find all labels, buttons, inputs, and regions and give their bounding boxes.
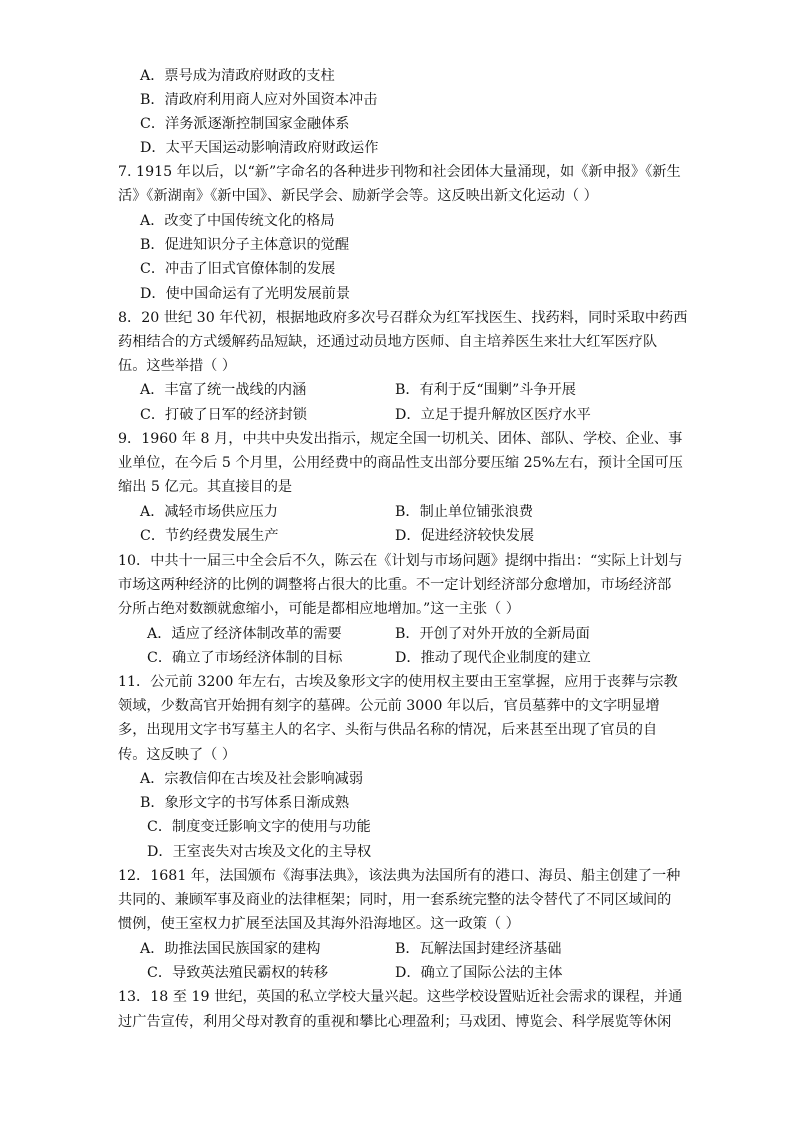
q7-stem-line-2: 活》《新湖南》《新中国》、新民学会、励新学会等。这反映出新文化运动（ ） bbox=[118, 188, 598, 204]
q7-stem-line-1: 7. 1915 年以后，以“新”字命名的各种进步刊物和社会团体大量涌现，如《新申报》《新生 bbox=[118, 164, 681, 180]
q11-option-a: A．宗教信仰在古埃及社会影响减弱 bbox=[140, 771, 364, 787]
q10-option-a: A．适应了经济体制改革的需要 bbox=[147, 626, 342, 642]
q11-option-b: B．象形文字的书写体系日渐成熟 bbox=[140, 795, 350, 811]
q9-option-a: A．减轻市场供应压力 bbox=[140, 504, 278, 520]
q11-stem-line-4: 传。这反映了（ ） bbox=[118, 747, 237, 763]
q6-option-c: C．洋务派逐渐控制国家金融体系 bbox=[140, 116, 350, 132]
q13-stem-line-1: 13．18 至 19 世纪，英国的私立学校大量兴起。这些学校设置贴近社会需求的课程，并通 bbox=[118, 989, 683, 1005]
q12-stem-line-3: 惯例，使王室权力扩展至法国及其海外沿海地区。这一政策（ ） bbox=[118, 916, 520, 932]
q8-option-b: B．有利于反“围剿”斗争开展 bbox=[395, 382, 576, 398]
q11-stem-line-1: 11．公元前 3200 年左右，古埃及象形文字的使用权主要由王室掌握，应用于丧葬与宗教 bbox=[118, 674, 678, 690]
q11-stem-line-2: 领域，少数高官开始拥有刻字的墓碑。公元前 3000 年以后，官员墓葬中的文字明显增 bbox=[118, 698, 660, 714]
q6-option-b: B．清政府利用商人应对外国资本冲击 bbox=[140, 92, 378, 108]
q10-stem-line-3: 分所占绝对数额就愈缩小，可能是都相应地增加。”这一主张（ ） bbox=[118, 601, 520, 617]
q10-stem-line-2: 市场这两种经济的比例的调整将占很大的比重。不一定计划经济部分愈增加，市场经济部 bbox=[118, 577, 672, 593]
q13-stem-line-2: 过广告宣传，利用父母对教育的重视和攀比心理盈利；马戏团、博览会、科学展览等休闲 bbox=[118, 1014, 672, 1030]
q8-stem-line-1: 8．20 世纪 30 年代初，根据地政府多次号召群众为红军找医生、找药料，同时采取中药西 bbox=[118, 310, 688, 326]
q9-stem-line-1: 9．1960 年 8 月，中共中央发出指示，规定全国一切机关、团体、部队、学校、企业、事 bbox=[118, 431, 683, 447]
q12-option-b: B．瓦解法国封建经济基础 bbox=[395, 941, 562, 957]
q10-stem-line-1: 10．中共十一届三中全会后不久，陈云在《计划与市场问题》提纲中指出：“实际上计划与 bbox=[118, 553, 683, 569]
q10-option-d: D．推动了现代企业制度的建立 bbox=[395, 650, 591, 666]
q12-stem-line-1: 12．1681 年，法国颁布《海事法典》，该法典为法国所有的港口、海员、船主创建了一种 bbox=[118, 868, 681, 884]
q8-stem-line-2: 药相结合的方式缓解药品短缺，还通过动员地方医师、自主培养医生来壮大红军医疗队 bbox=[118, 334, 658, 350]
q11-option-c: C．制度变迁影响文字的使用与功能 bbox=[147, 819, 371, 835]
q9-stem-line-3: 缩出 5 亿元。其直接目的是 bbox=[118, 479, 293, 495]
q10-option-c: C．确立了市场经济体制的目标 bbox=[147, 650, 343, 666]
q7-option-c: C．冲击了旧式官僚体制的发展 bbox=[140, 261, 336, 277]
q8-option-d: D．立足于提升解放区医疗水平 bbox=[395, 407, 591, 423]
q11-stem-line-3: 多，出现用文字书写墓主人的名字、头衔与供品名称的情况，后来甚至出现了官员的自 bbox=[118, 722, 658, 738]
q12-option-c: C．导致英法殖民霸权的转移 bbox=[147, 965, 329, 981]
q6-option-d: D．太平天国运动影响清政府财政运作 bbox=[140, 140, 379, 156]
q8-option-a: A．丰富了统一战线的内涵 bbox=[140, 382, 307, 398]
q8-option-c: C．打破了日军的经济封锁 bbox=[140, 407, 307, 423]
q6-option-a: A．票号成为清政府财政的支柱 bbox=[140, 68, 335, 84]
q8-stem-line-3: 伍。这些举措（ ） bbox=[118, 358, 237, 374]
q9-stem-line-2: 业单位，在今后 5 个月里，公用经费中的商品性支出部分要压缩 25%左右，预计全国可压 bbox=[118, 455, 683, 471]
q11-option-d: D．王室丧失对古埃及文化的主导权 bbox=[147, 844, 372, 860]
q12-option-a: A．助推法国民族国家的建构 bbox=[140, 941, 321, 957]
q7-option-b: B．促进知识分子主体意识的觉醒 bbox=[140, 237, 350, 253]
q9-option-d: D．促进经济较快发展 bbox=[395, 528, 535, 544]
q9-option-c: C．节约经费发展生产 bbox=[140, 528, 279, 544]
q7-option-d: D．使中国命运有了光明发展前景 bbox=[140, 286, 351, 302]
q9-option-b: B．制止单位铺张浪费 bbox=[395, 504, 534, 520]
q12-option-d: D．确立了国际公法的主体 bbox=[395, 965, 563, 981]
q10-option-b: B．开创了对外开放的全新局面 bbox=[395, 626, 590, 642]
q7-option-a: A．改变了中国传统文化的格局 bbox=[140, 213, 335, 229]
q12-stem-line-2: 共同的、兼顾军事及商业的法律框架；同时，用一套系统完整的法令替代了不同区域间的 bbox=[118, 892, 672, 908]
